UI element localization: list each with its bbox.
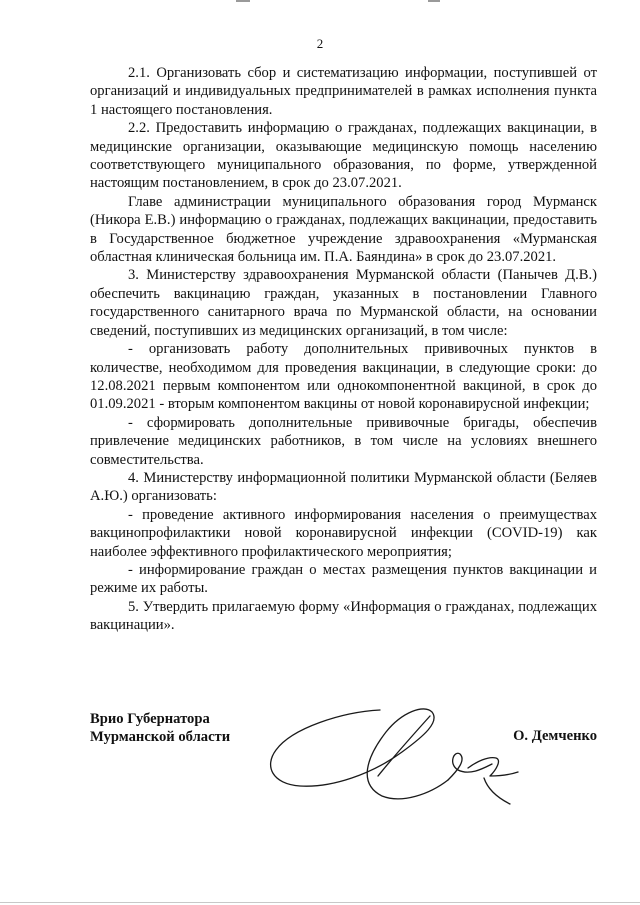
paragraph-4-item-1: - проведение активного информирования населения о преимуществах вакцинопрофилактики новой коронавирусной инфекции (COVID-19) как наиболее эффективного профилактического мероприятия; [90, 506, 597, 560]
signatory-title [90, 710, 230, 747]
paragraph-2-1: 2.1. Организовать сбор и систематизацию информации, поступившей от организаций и индивидуальных предпринимателей в рамках исполнения пункта 1 настоящего постановления. [90, 65, 597, 118]
signatory-title-line2: Мурманской области [90, 729, 231, 746]
scan-artifact-bottom [0, 902, 640, 903]
page-number: 2 [316, 36, 324, 51]
paragraph-5: 5. Утвердить прилагаемую форму «Информация о гражданах, подлежащих вакцинации». [90, 598, 597, 634]
paragraph-3-item-2: - сформировать дополнительные прививочные бригады, обеспечив привлечение медицинских работников, в том числе на условиях внешнего совместительства. [90, 414, 597, 468]
paragraph-3-item-1: - организовать работу дополнительных прививочных пунктов в количестве, необходимом для проведения вакцинации, в следующие сроки: до 12.08.2021 первым компонентом или однокомпонентной вакциной, в срок до 01.09.2021 - вторым компонентом вакцины от новой коронавирусной инфекции; [90, 341, 597, 413]
paragraph-murmansk-head: Главе администрации муниципального образования город Мурманск (Никора Е.В.) информацию о гражданах, подлежащих вакцинации, предоставить в Государственное бюджетное учреждение здравоохранения «Мурманская областная клиническая больница им. П.А. Баяндина» в срок до 23.07.2021. [90, 193, 597, 266]
handwritten-signature-icon [262, 698, 532, 808]
paragraph-3: 3. Министерству здравоохранения Мурманской области (Панычев Д.В.) обеспечить вакцинацию граждан, указанных в постановлении Главного государственного санитарного врача по Мурманской области, на основании сведений, поступивших из медицинских организаций, в том числе: [90, 267, 597, 339]
signatory-name: О. Демченко [513, 728, 597, 744]
scan-artifact-top [236, 0, 250, 2]
signatory-title-line1: Врио Губернатора [90, 711, 210, 727]
paragraph-4: 4. Министерству информационной политики Мурманской области (Беляев А.Ю.) организовать: [90, 469, 597, 505]
document-body [90, 64, 597, 635]
paragraph-2-2: 2.2. Предоставить информацию о гражданах, подлежащих вакцинации, в медицинские организации, оказывающие медицинскую помощь населению соответствующего муниципального образования, по форме, утвержденной настоящим постановлением, в срок до 23.07.2021. [90, 120, 597, 192]
paragraph-4-item-2: - информирование граждан о местах размещения пунктов вакцинации и режиме их работы. [90, 561, 597, 597]
scan-artifact-top-right [428, 0, 440, 2]
